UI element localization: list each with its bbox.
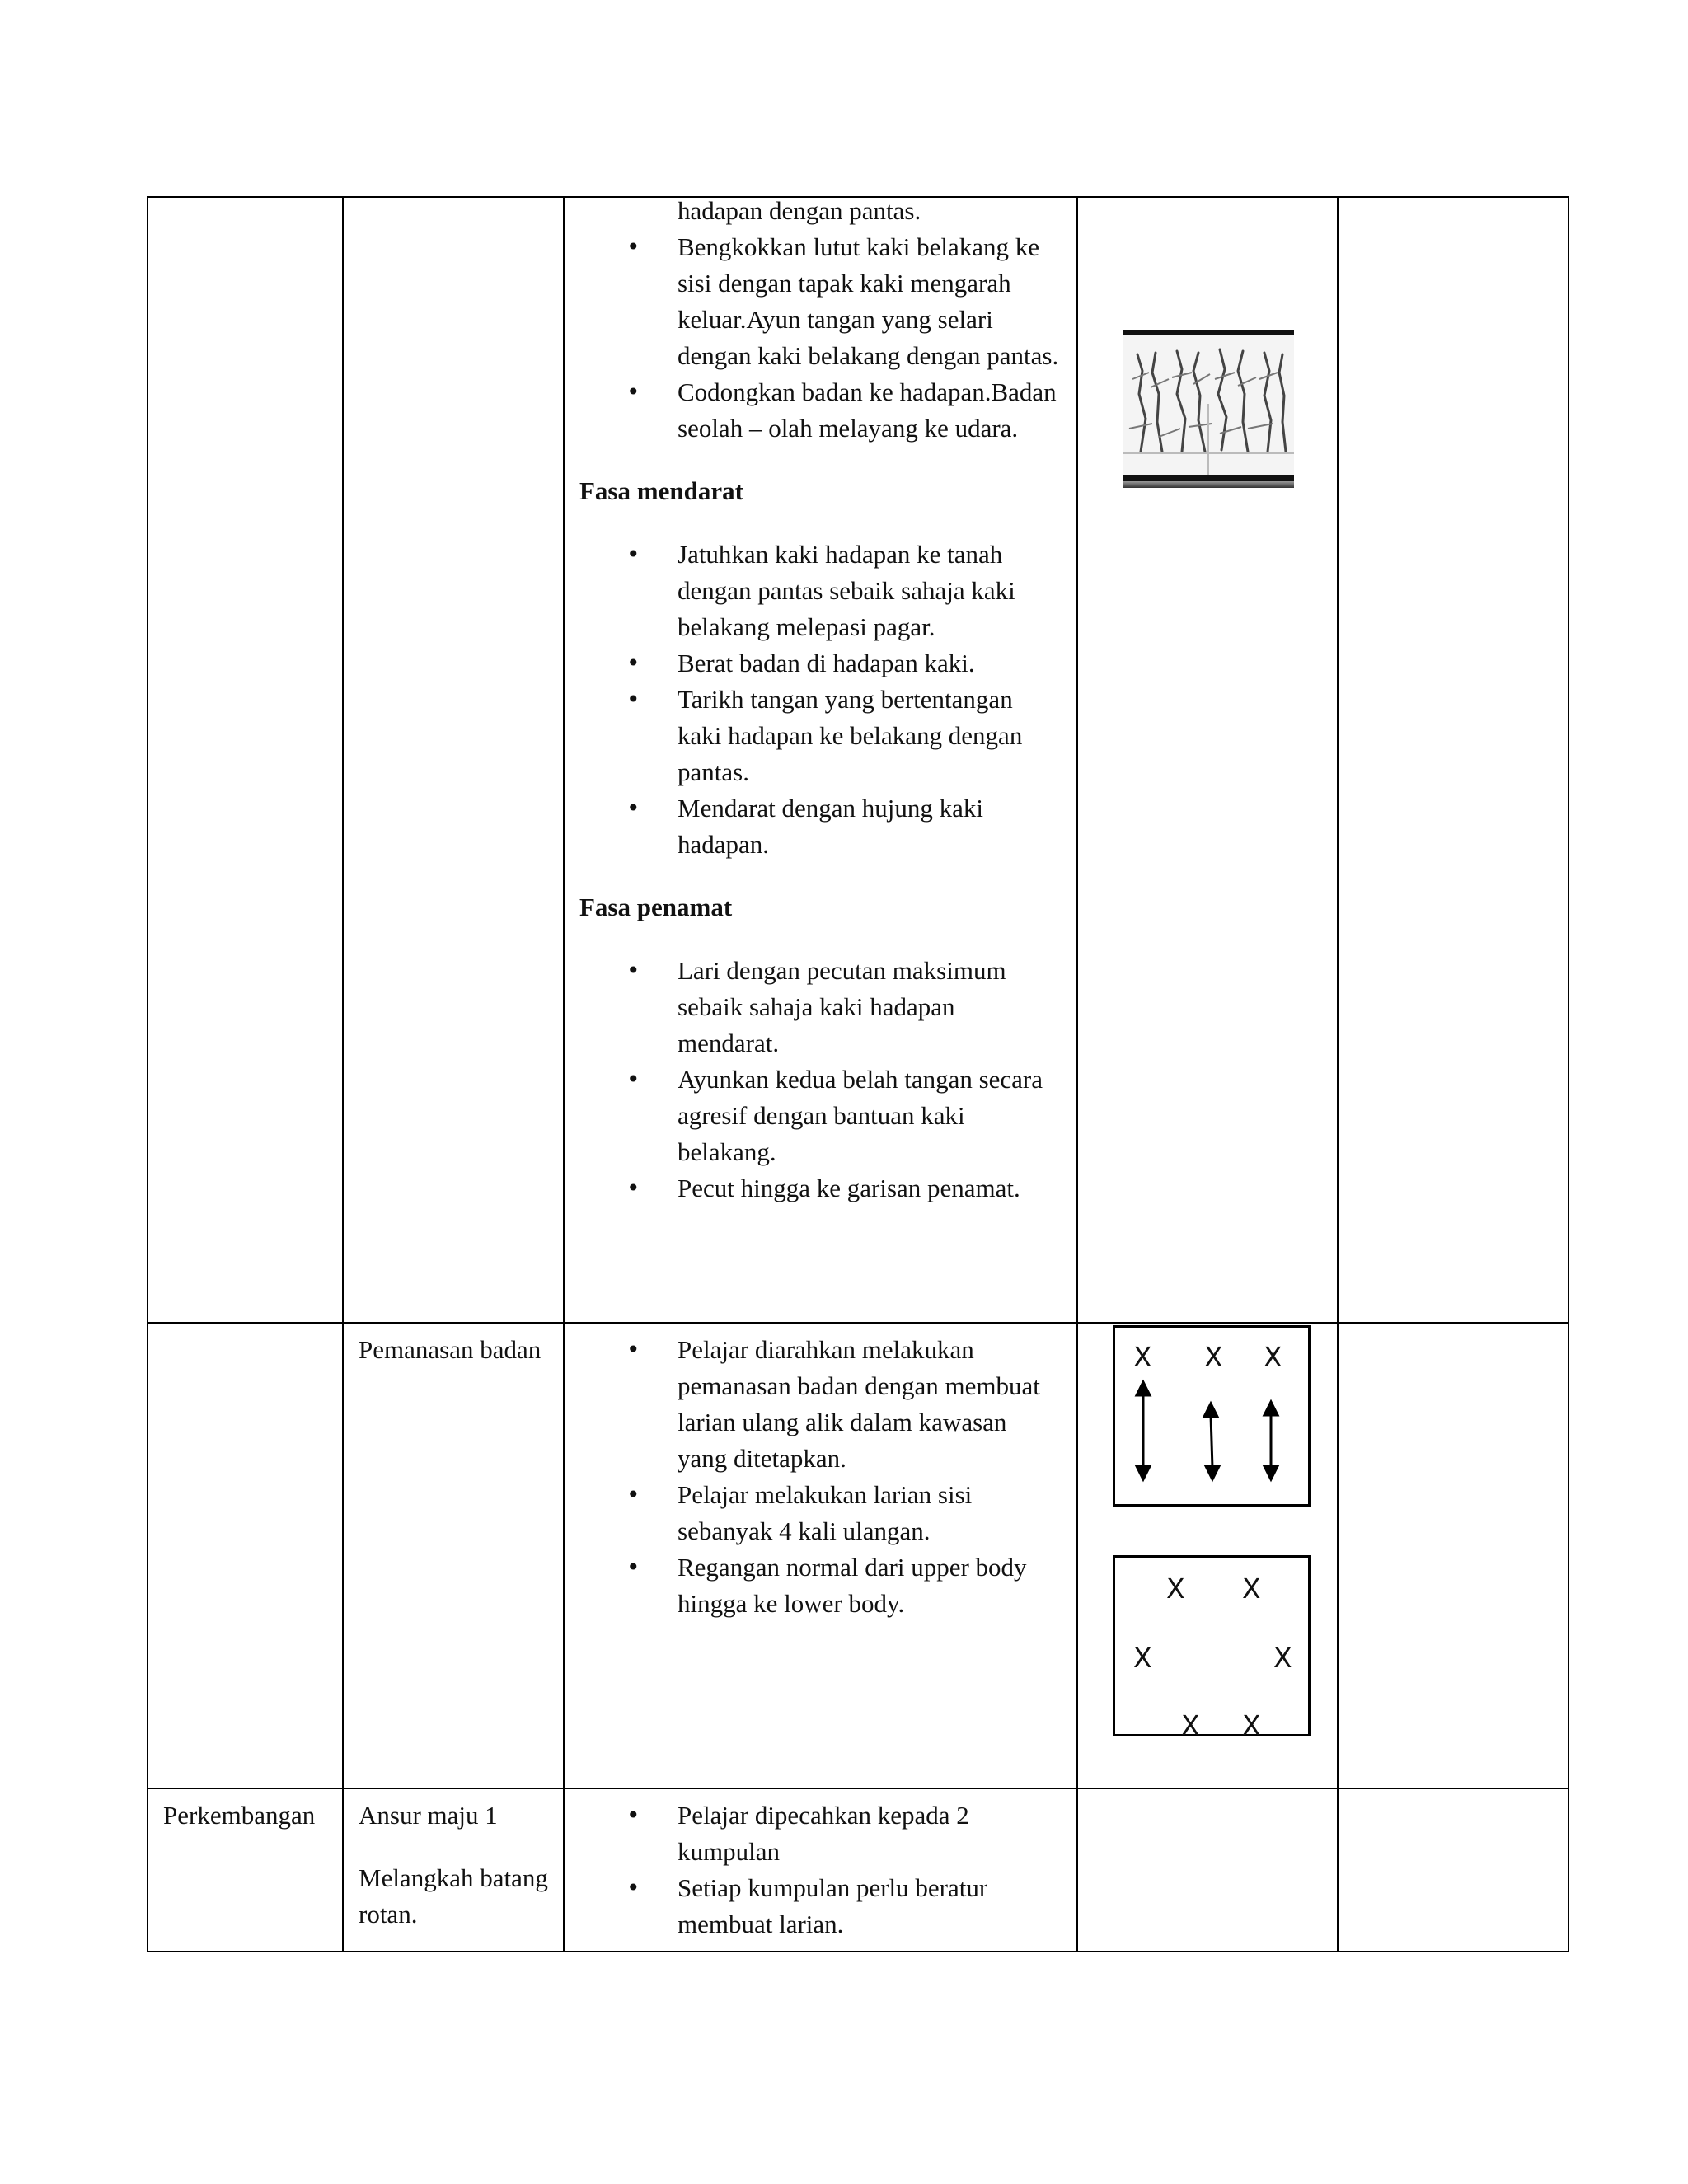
activity-cell: [343, 197, 564, 1323]
development-bullets: [565, 1797, 1076, 1943]
activity-cell: [343, 1788, 564, 1952]
list-item: • Codongkan badan ke hadapan.Badan seolah – olah melayang ke udara.: [565, 374, 1062, 447]
double-arrow-icon: [1204, 1404, 1219, 1479]
activity-label: Ansur maju 1: [359, 1801, 498, 1830]
table-row: [148, 1788, 1568, 1952]
activity-sublabel: Melangkah batang rotan.: [359, 1863, 548, 1929]
steps-cell: [564, 1323, 1077, 1788]
list-item: • Pelajar melakukan larian sisi sebanyak 4 kali ulangan.: [565, 1477, 1062, 1549]
list-item: • Pecut hingga ke garisan penamat.: [565, 1170, 1062, 1207]
list-item: • Ayunkan kedua belah tangan secara agresif dengan bantuan kaki belakang.: [565, 1062, 1062, 1170]
stage-cell: [148, 197, 343, 1323]
landing-bullets: [565, 537, 1076, 863]
x-mark: X: [1133, 1642, 1152, 1674]
formation-diagram: [1113, 1555, 1311, 1741]
activity-label: Pemanasan badan: [359, 1335, 542, 1364]
list-item: • Regangan normal dari upper body hingga ke lower body.: [565, 1549, 1062, 1622]
lesson-plan-table: [147, 196, 1569, 1952]
double-arrow-icon: [1137, 1382, 1150, 1479]
x-mark: X: [1264, 1341, 1282, 1373]
double-arrow-icon: [1264, 1402, 1278, 1479]
table-row: [148, 1323, 1568, 1788]
x-mark: X: [1181, 1709, 1200, 1741]
section-heading: Fasa mendarat: [579, 476, 743, 505]
intro-bullets: [565, 229, 1076, 447]
list-item: • Berat badan di hadapan kaki.: [565, 645, 1062, 682]
illustration-cell: [1077, 1788, 1338, 1952]
list-item: • Lari dengan pecutan maksimum sebaik sahaja kaki hadapan mendarat.: [565, 953, 1062, 1062]
x-mark: X: [1133, 1341, 1152, 1373]
finish-bullets: [565, 953, 1076, 1207]
shuttle-run-diagram: [1113, 1325, 1311, 1507]
list-item: • Setiap kumpulan perlu beratur membuat larian.: [565, 1870, 1062, 1943]
section-heading: Fasa penamat: [579, 893, 733, 921]
notes-cell: [1338, 1323, 1568, 1788]
list-item: • Bengkokkan lutut kaki belakang ke sisi dengan tapak kaki mengarah keluar.Ayun tangan yang selari dengan kaki belakang dengan pantas.: [565, 229, 1062, 374]
steps-cell: [564, 197, 1077, 1323]
x-mark: X: [1242, 1709, 1261, 1741]
list-item: • Jatuhkan kaki hadapan ke tanah dengan pantas sebaik sahaja kaki belakang melepasi pagar.: [565, 537, 1062, 645]
hurdle-sprinters-image: [1123, 330, 1294, 488]
x-mark: X: [1273, 1642, 1292, 1674]
list-item: • Pelajar dipecahkan kepada 2 kumpulan: [565, 1797, 1062, 1870]
list-item: • Tarikh tangan yang bertentangan kaki hadapan ke belakang dengan pantas.: [565, 682, 1062, 790]
x-mark: X: [1166, 1572, 1185, 1605]
x-mark: X: [1242, 1572, 1261, 1605]
stage-cell: [148, 1323, 343, 1788]
notes-cell: [1338, 197, 1568, 1323]
warmup-bullets: [565, 1332, 1076, 1622]
notes-cell: [1338, 1788, 1568, 1952]
steps-cell: [564, 1788, 1077, 1952]
stage-label: Perkembangan: [163, 1801, 316, 1830]
list-item: • Pelajar diarahkan melakukan pemanasan badan dengan membuat larian ulang alik dalam kawasan yang ditetapkan.: [565, 1332, 1062, 1477]
list-item: • Mendarat dengan hujung kaki hadapan.: [565, 790, 1062, 863]
table-row: [148, 197, 1568, 1323]
stage-cell: [148, 1788, 343, 1952]
continued-text: hadapan dengan pantas.: [678, 196, 921, 225]
x-mark: X: [1204, 1341, 1223, 1373]
stage-label: [148, 198, 342, 206]
stage-label: [148, 1324, 342, 1332]
activity-cell: [343, 1323, 564, 1788]
